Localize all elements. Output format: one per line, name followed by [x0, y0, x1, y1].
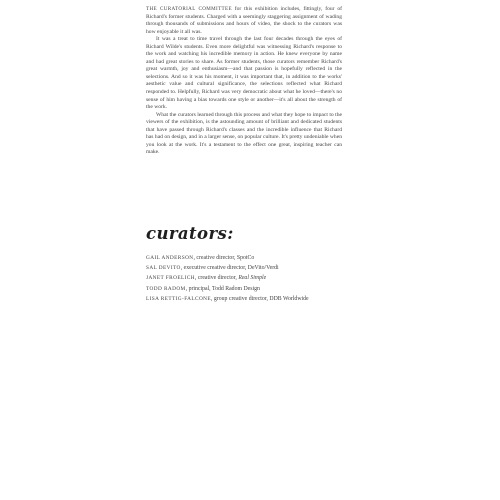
- paragraph-1-text: for this exhibition includes, fittingly, four of Richard's former students. Charged with a seemingly staggering assignment of wading through thousands of submissions and hours of video, the shock to the curators was how enjoyable it all was.: [146, 6, 342, 35]
- curator-name: TODD RADOM: [146, 285, 186, 292]
- paragraph-3: What the curators learned through this process and what they hope to impact to the viewers of the exhibition, is the astounding amount of brilliant and dedicated students that have passed through Richard's classes and the incredible influence that Richard has had on design, and in a larger sense, on popular culture. It's pretty undeniable when you look at the work. It's a testament to the effect one great, inspiring teacher can make.: [146, 111, 342, 156]
- curator-name: LISA RETTIG-FALCONE: [146, 295, 212, 302]
- curator-entry: [146, 284, 386, 294]
- curator-role: , group creative director, DDB Worldwide: [211, 295, 309, 302]
- curator-name: SAL DEVITO: [146, 265, 181, 272]
- curator-name: JANET FROELICH: [146, 275, 195, 282]
- body-text: [146, 6, 342, 157]
- paragraph-lead: THE CURATORIAL COMMITTEE: [146, 6, 232, 12]
- curator-role: , creative director, SpotCo: [193, 255, 255, 261]
- curator-entry: [146, 263, 386, 273]
- curator-entry: [146, 273, 386, 283]
- curator-list: [146, 253, 386, 304]
- paragraph-2: It was a treat to time travel through the last four decades through the eyes of Richard Wilde's students. Even more delightful was witnessing Richard's response to the work and watching his incredible memory in action. He knew everyone by name and had great stories to share. As former students, those curators remember Richard's great warmth, joy and enthusiasm—and that passion is hopefully reflected in the selections. And so it was his moment, it was important that, in addition to the works' aesthetic value and cultural significance, the selections reflected what Richard responded to. Helpfully, Richard was very democratic about what he loved—there's no sense of him having a bias towards one style or another—it's all about the strength of the work.: [146, 36, 342, 111]
- curator-role: , creative director,: [194, 275, 239, 282]
- paragraph-1: [146, 6, 342, 36]
- curator-entry: [146, 294, 386, 304]
- curator-role: , principal, Todd Radom Design: [185, 285, 260, 292]
- curator-role: , executive creative director, DeVito/Verdi: [180, 265, 279, 272]
- curator-role-publication: Real Simple: [238, 275, 267, 282]
- curators-heading: curators:: [146, 224, 234, 243]
- curator-entry: [146, 253, 386, 263]
- curator-name: GAIL ANDERSON: [146, 255, 194, 261]
